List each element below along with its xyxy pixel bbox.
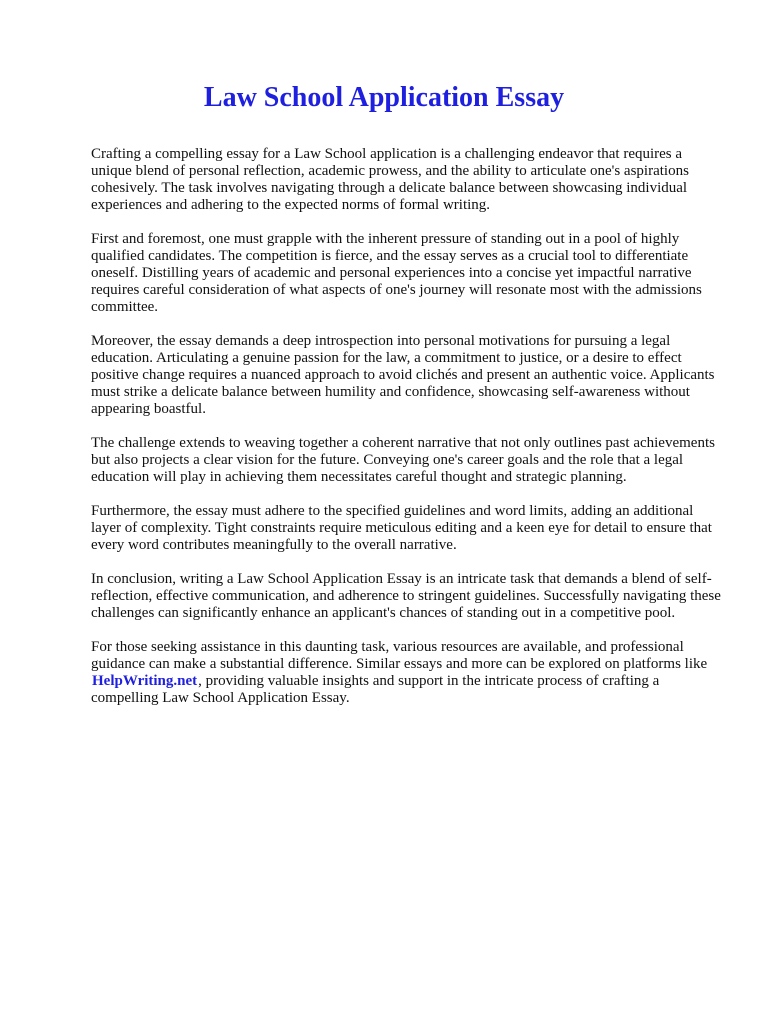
paragraph-narrative: The challenge extends to weaving together a coherent narrative that not only outlines past achievements but also projects a clear vision for the future. Conveying one's career goals and the role that a legal education will play in achieving them necessitates careful thought and strategic planning. — [91, 435, 715, 485]
page-title: Law School Application Essay — [203, 82, 565, 113]
paragraph-conclusion: In conclusion, writing a Law School Application Essay is an intricate task that demands a blend of self-reflection, effective communication, and adherence to stringent guidelines. Successfully navigating these challenges can significantly enhance an applicant's chances of standing out in a competitive pool. — [91, 571, 721, 621]
paragraph-intro: Crafting a compelling essay for a Law School application is a challenging endeavor that requires a unique blend of personal reflection, academic prowess, and the ability to articulate one's aspirations cohesively. The task involves navigating through a delicate balance between showcasing individual experiences and adhering to the expected norms of formal writing. — [91, 146, 689, 213]
paragraph-resources — [91, 639, 721, 707]
helpwriting-link[interactable]: HelpWriting.net — [92, 673, 198, 689]
paragraph-introspection: Moreover, the essay demands a deep introspection into personal motivations for pursuing a legal education. Articulating a genuine passion for the law, a commitment to justice, or a desire to effect positive change requires a nuanced approach to avoid clichés and present an authentic voice. Applicants must strike a delicate balance between humility and confidence, showcasing self-awareness without appearing boastful. — [91, 333, 715, 417]
resources-text-after-link: , providing valuable insights and support in the intricate process of crafting a compelling Law School Application Essay. — [91, 673, 660, 706]
resources-text-before-link: For those seeking assistance in this daunting task, various resources are available, and professional guidance can make a substantial difference. Similar essays and more can be explored on platforms like — [91, 639, 708, 672]
essay-body — [91, 146, 721, 724]
paragraph-guidelines: Furthermore, the essay must adhere to the specified guidelines and word limits, adding an additional layer of complexity. Tight constraints require meticulous editing and a keen eye for detail to ensure that every word contributes meaningfully to the overall narrative. — [91, 503, 712, 553]
paragraph-standing-out: First and foremost, one must grapple with the inherent pressure of standing out in a pool of highly qualified candidates. The competition is fierce, and the essay serves as a crucial tool to differentiate oneself. Distilling years of academic and personal experiences into a concise yet impactful narrative requires careful consideration of what aspects of one's journey will resonate most with the admissions committee. — [91, 231, 702, 315]
